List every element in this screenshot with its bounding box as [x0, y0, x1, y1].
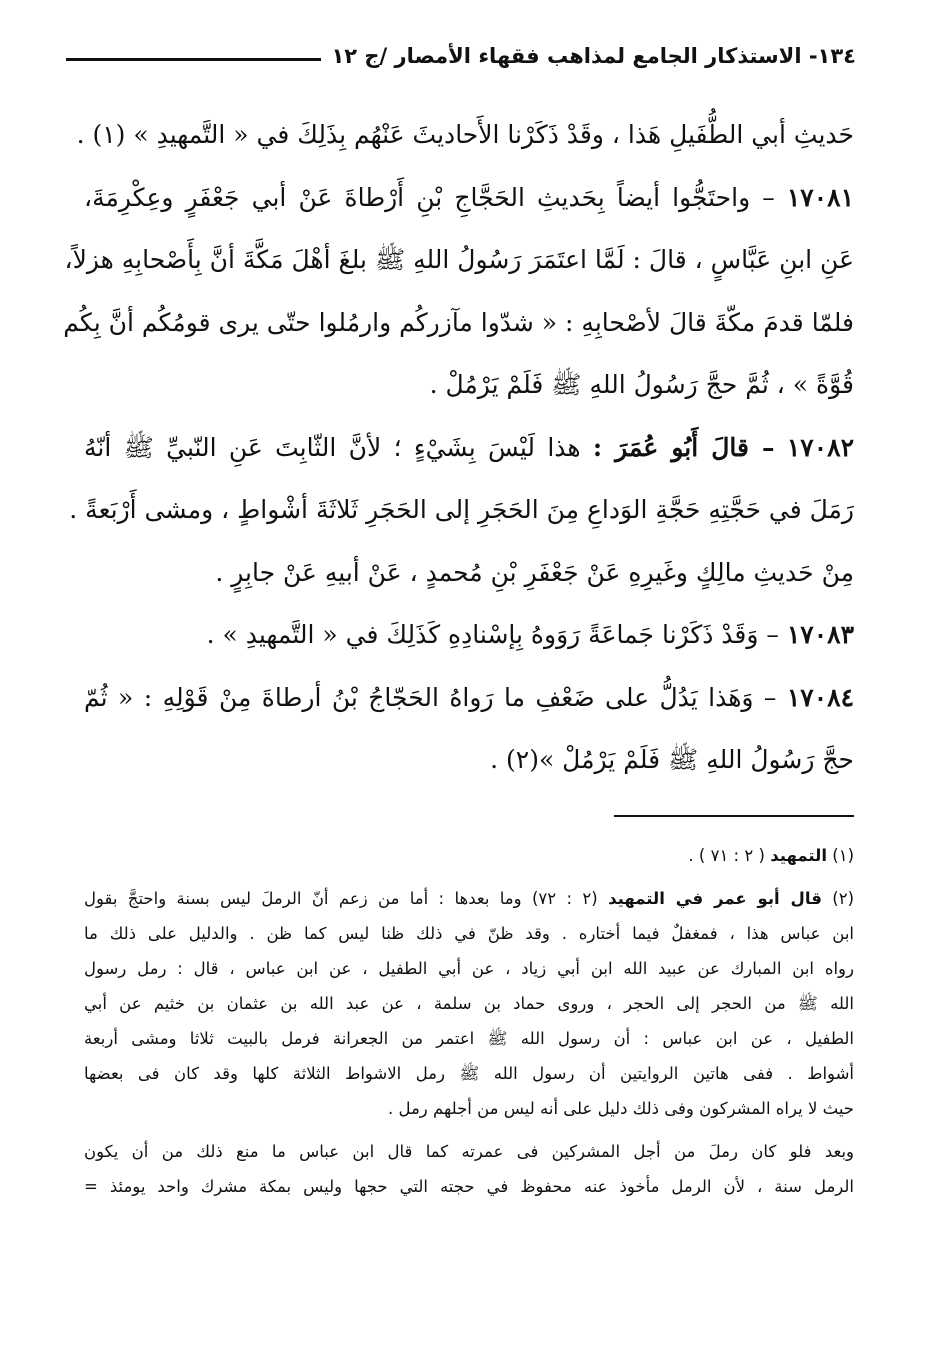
paragraph-text: هذا لَيْسَ بِشَيْءٍ ؛ لأنَّ الثّابِتَ عَنِ النّبيِّ ﷺ أنّهُ [84, 432, 581, 462]
footnote-2-line-3: رواه ابن المبارك عن عبيد الله ابن أبي زياد ، عن أبي الطفيل ، عن ابن عباس ، قال : رمل رسول [84, 959, 854, 978]
paragraph-continuation: حَديثِ أبي الطُّفَيلِ هَذا ، وقَدْ ذَكَرْنا الأَحاديثَ عَنْهُم بِذَلِكَ في « التَّمهيدِ » (١) . [76, 120, 854, 149]
footnotes [84, 838, 854, 1204]
footnote-1 [84, 838, 854, 873]
paragraph-17081-line-3: فلمّا قدمَ مكّةَ قالَ لأصْحابِهِ : « شدّوا مآزركُم وارمُلوا حتّى يرى قومُكُم أنَّ بِكُم [63, 307, 854, 337]
paragraph-17081-line-4: قُوَّةً » ، ثُمَّ حجَّ رَسُولُ اللهِ ﷺ فَلَمْ يَرْمُلْ . [429, 370, 854, 399]
header-rule [66, 58, 321, 61]
paragraph-text: – واحتَجُّوا أيضاً بِحَديثِ الحَجَّاجِ بْنِ أَرْطاةَ عَنْ أبي جَعْفَرٍ وعِكْرِمَةَ، [84, 182, 775, 212]
footnote-2-line-9: الرمل سنة ، لأن الرمل مأخوذ عنه محفوظ في حجته التي حجها وليس بمكة مشرك واحد يومئذ = [84, 1177, 854, 1196]
footnote-text: ( ٢ : ٧١ ) . [688, 846, 765, 865]
paragraph-17082-line-3: مِنْ حَديثِ مالِكٍ وغَيرِهِ عَنْ جَعْفَرِ بْنِ مُحمدٍ ، عَنْ أبيهِ عَنْ جابِرٍ . [215, 557, 854, 587]
paragraph-number: ١٧٠٨٣ [786, 620, 854, 649]
paragraph-number: ١٧٠٨٤ [786, 682, 854, 712]
footnote-2-line-1 [84, 881, 854, 916]
footnote-separator [614, 815, 854, 817]
paragraph-number: ١٧٠٨٢ [786, 432, 855, 462]
footnote-2-line-4: الله ﷺ من الحجر إلى الحجر ، وروى حماد بن سلمة ، عن عبد الله بن عثمان بن خثيم عن أبي [84, 994, 854, 1013]
paragraph-17082-line-1 [84, 417, 854, 480]
footnote-text: (٢ : ٧٢) وما بعدها : أما من زعم أنّ الرملَ ليس بسنة واحتجَّ بقول [84, 889, 598, 908]
paragraph-17083-line-1 [84, 604, 854, 667]
footnote-2-line-7: حيث لا يراه المشركون وفى ذلك دليل على أنه ليس من أجلهم رمل . [387, 1099, 854, 1118]
footnote-2-line-5: الطفيل ، عن ابن عباس : أن رسول الله ﷺ اعتمر من الجعرانة فرمل بالبيت ثلاثا ومشى أربعة [84, 1029, 854, 1048]
footnote-2-line-2: ابن عباس هذا ، فمغفلٌ فيما أختاره . وقد ظنّ في ذلك ظنا ليس كما ظن . والدليل على ذلك ما [84, 924, 854, 943]
paragraph-text: – وَهَذا يَدُلُّ على ضَعْفِ ما رَواهُ الحَجّاجُ بْنُ أرطاةَ مِنْ قَوْلِهِ : « ثُمّ [84, 682, 777, 712]
page-header [66, 28, 856, 68]
footnote-2-line-6: أشواط . ففى هاتين الروايتين أن رسول الله ﷺ رمل الاشواط الثلاثة كلها وقد كان فى بعضها [84, 1064, 854, 1083]
paragraph-17081-line-1 [84, 167, 854, 230]
footnote-source: قال أبو عمر في التمهيد [608, 889, 822, 908]
speaker-label: – قالَ أَبُو عُمَرَ : [592, 432, 775, 462]
paragraph-number: ١٧٠٨١ [786, 182, 855, 212]
paragraph-17081-line-2: عَنِ ابنِ عَبَّاسٍ ، قالَ : لَمَّا اعتَمَرَ رَسُولُ اللهِ ﷺ بلغَ أهْلَ مَكَّةَ أنَّ بِأَصْحابِهِ هزلاً، [64, 245, 854, 274]
paragraph-17084-line-1 [84, 667, 854, 730]
running-title: ١٣٤- الاستذكار الجامع لمذاهب فقهاء الأمصار /ج ١٢ [331, 44, 856, 68]
paragraph-text: – وَقَدْ ذَكَرْنا جَماعَةً رَوَوهُ بِإسْنادِهِ كَذَلِكَ في « التَّمهيدِ » . [206, 620, 779, 649]
paragraph-17084-line-2: حجَّ رَسُولُ اللهِ ﷺ فَلَمْ يَرْمُلْ »(٢) . [490, 745, 854, 774]
footnote-2-line-8: وبعد فلو كان رملَ من أجل المشركين فى عمرته كما قال ابن عباس ما منع ذلك من أن يكون [84, 1142, 854, 1161]
footnote-marker: (٢) [832, 889, 854, 908]
footnote-marker: (١) [832, 846, 854, 865]
main-text [63, 104, 855, 792]
footnote-source: التمهيد [770, 846, 827, 865]
paragraph-17082-line-2: رَمَلَ في حَجَّتِهِ حَجَّةِ الوَداعِ مِنَ الحَجَرِ إلى الحَجَرِ ثَلاثَةَ أشْواطٍ ، ومشى أَرْبَعةً . [69, 495, 854, 524]
